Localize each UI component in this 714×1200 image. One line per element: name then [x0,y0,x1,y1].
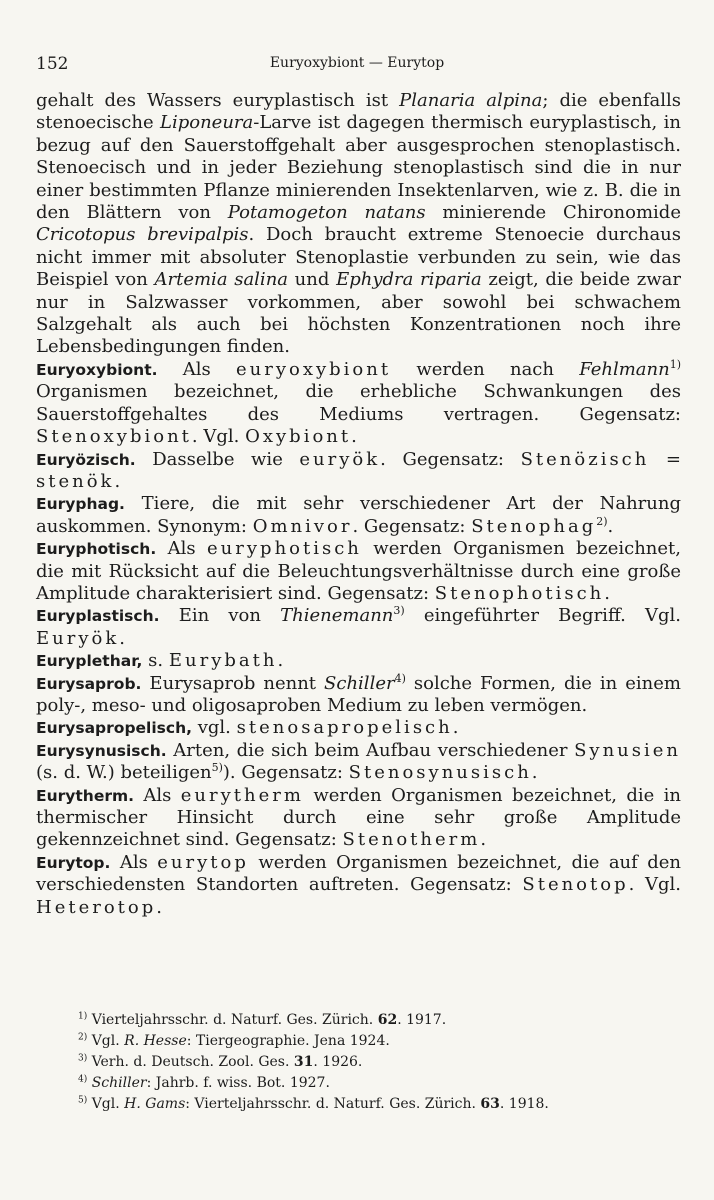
entry-eurytop: Eurytop. Als eurytop werden Organismen bezeichnet, die auf den verschiedensten Standorten auftreten. Gegensatz: Stenotop. Vgl. Heterotop. [36,851,682,918]
entry-euryplastisch: Euryplastisch. Ein von Thienemann$^{3)}$ eingeführter Begriff. Vgl. Euryök. [36,604,681,649]
footnote-ref: 2) [596,514,608,528]
entry-term: Eurytop. [36,853,111,872]
entry-term: Euryphag. [36,495,125,514]
footnotes [78,1010,668,1115]
footnote-1: $^{1)}$ Vierteljahrsschr. d. Naturf. Ges. Zürich. 62. 1917. [78,1011,447,1028]
entry-eurysaprob: Eurysaprob. Eurysaprob nennt Schiller$^{4)}$ solche Formen, die in einem poly-, meso- und oligosaproben Medium zu leben vermögen. [36,671,681,716]
page-header [36,52,678,76]
entry-eurysapropelisch: Eurysapropelisch, vgl. stenosapropelisch. [36,717,459,739]
entry-term: Euryoxybiont. [36,360,158,379]
entry-term: Eurysapropelisch, [36,719,193,738]
entry-term: Euryözisch. [36,450,136,469]
entry-euryoezisch: Euryözisch. Dasselbe wie euryök. Gegensatz: Stenözisch = stenök. [36,448,682,492]
entry-euryoxybiont: Euryoxybiont. Als euryoxybiont werden nach Fehlmann$^{1)}$ Organismen bezeichnet, die erhebliche Schwankungen des Sauerstoffgehaltes des Mediums vertragen. Gegensatz: Stenoxybiont. Vgl. Oxybiont. [36,357,681,448]
footnote-ref: 5) [211,761,223,775]
entry-term: Eurysynusisch. [36,741,167,760]
entry-term: Euryplastisch. [36,607,160,626]
entry-euryphag: Euryphag. Tiere, die mit sehr verschiedener Art der Nahrung auskommen. Synonym: Omnivor. Gegensatz: Stenophag$^{2)}$. [36,493,681,537]
running-head: Euryoxybiont — Eurytop [269,55,445,71]
entry-euryphotisch: Euryphotisch. Als euryphotisch werden Organismen bezeichnet, die mit Rücksicht auf die Beleuchtungsverhältnisse durch eine große Amplitude charakterisiert sind. Gegensatz: Stenophotisch. [36,538,682,604]
entry-term: Eurytherm. [36,786,135,805]
intro-paragraph: gehalt des Wassers euryplastisch ist Planaria alpina; die ebenfalls stenoecische Liponeura-Larve ist dagegen thermisch euryplastisch, in bezug auf den Sauerstoffgehalt aber ausgesprochen stenoplastisch. Stenoecisch und in jeder Beziehung stenoplastisch sind die in nur einer bestimmten Pflanze minierenden Insektenlarven, wie z. B. die in den Blättern von Potamogeton natans minierende Chironomide Cricotopus brevipalpis. Doch braucht extreme Stenoecie durchaus nicht immer mit absoluter Stenoplastie verbunden zu sein, wie das Beispiel von Artemia salina und Ephydra riparia zeigt, die beide zwar nur in Salzwasser vorkommen, aber sowohl bei schwachem Salzgehalt als auch bei höchsten Konzentrationen noch ihre Lebensbedingungen finden. [36,90,682,358]
entry-term: Euryplethar, [36,652,143,671]
entry-term: Eurysaprob. [36,674,142,693]
footnote-3: $^{3)}$ Verh. d. Deutsch. Zool. Ges. 31. 1926. [78,1053,363,1070]
footnote-ref: 1) [669,357,681,371]
footnote-2: $^{2)}$ Vgl. R. Hesse: Tiergeographie. Jena 1924. [78,1032,390,1049]
footnote-ref: 4) [394,671,406,685]
footnote-4: $^{4)}$ Schiller: Jahrb. f. wiss. Bot. 1927. [78,1074,330,1091]
entry-term: Euryphotisch. [36,540,157,559]
page-body [36,90,681,919]
footnote-ref: 3) [393,604,405,618]
entry-euryplethar: Euryplethar, s. Eurybath. [36,650,284,672]
entry-eurysynusisch: Eurysynusisch. Arten, die sich beim Aufbau verschiedener Synusien (s. d. W.) beteiligen$^{5)}$). Gegensatz: Stenosynusisch. [36,739,681,784]
page-number: 152 [36,54,69,74]
entry-eurytherm: Eurytherm. Als eurytherm werden Organismen bezeichnet, die in thermischer Hinsicht durch eine sehr große Amplitude gekennzeichnet sind. Gegensatz: Stenotherm. [36,784,681,851]
footnote-5: $^{5)}$ Vgl. H. Gams: Vierteljahrsschr. d. Naturf. Ges. Zürich. 63. 1918. [78,1095,549,1112]
